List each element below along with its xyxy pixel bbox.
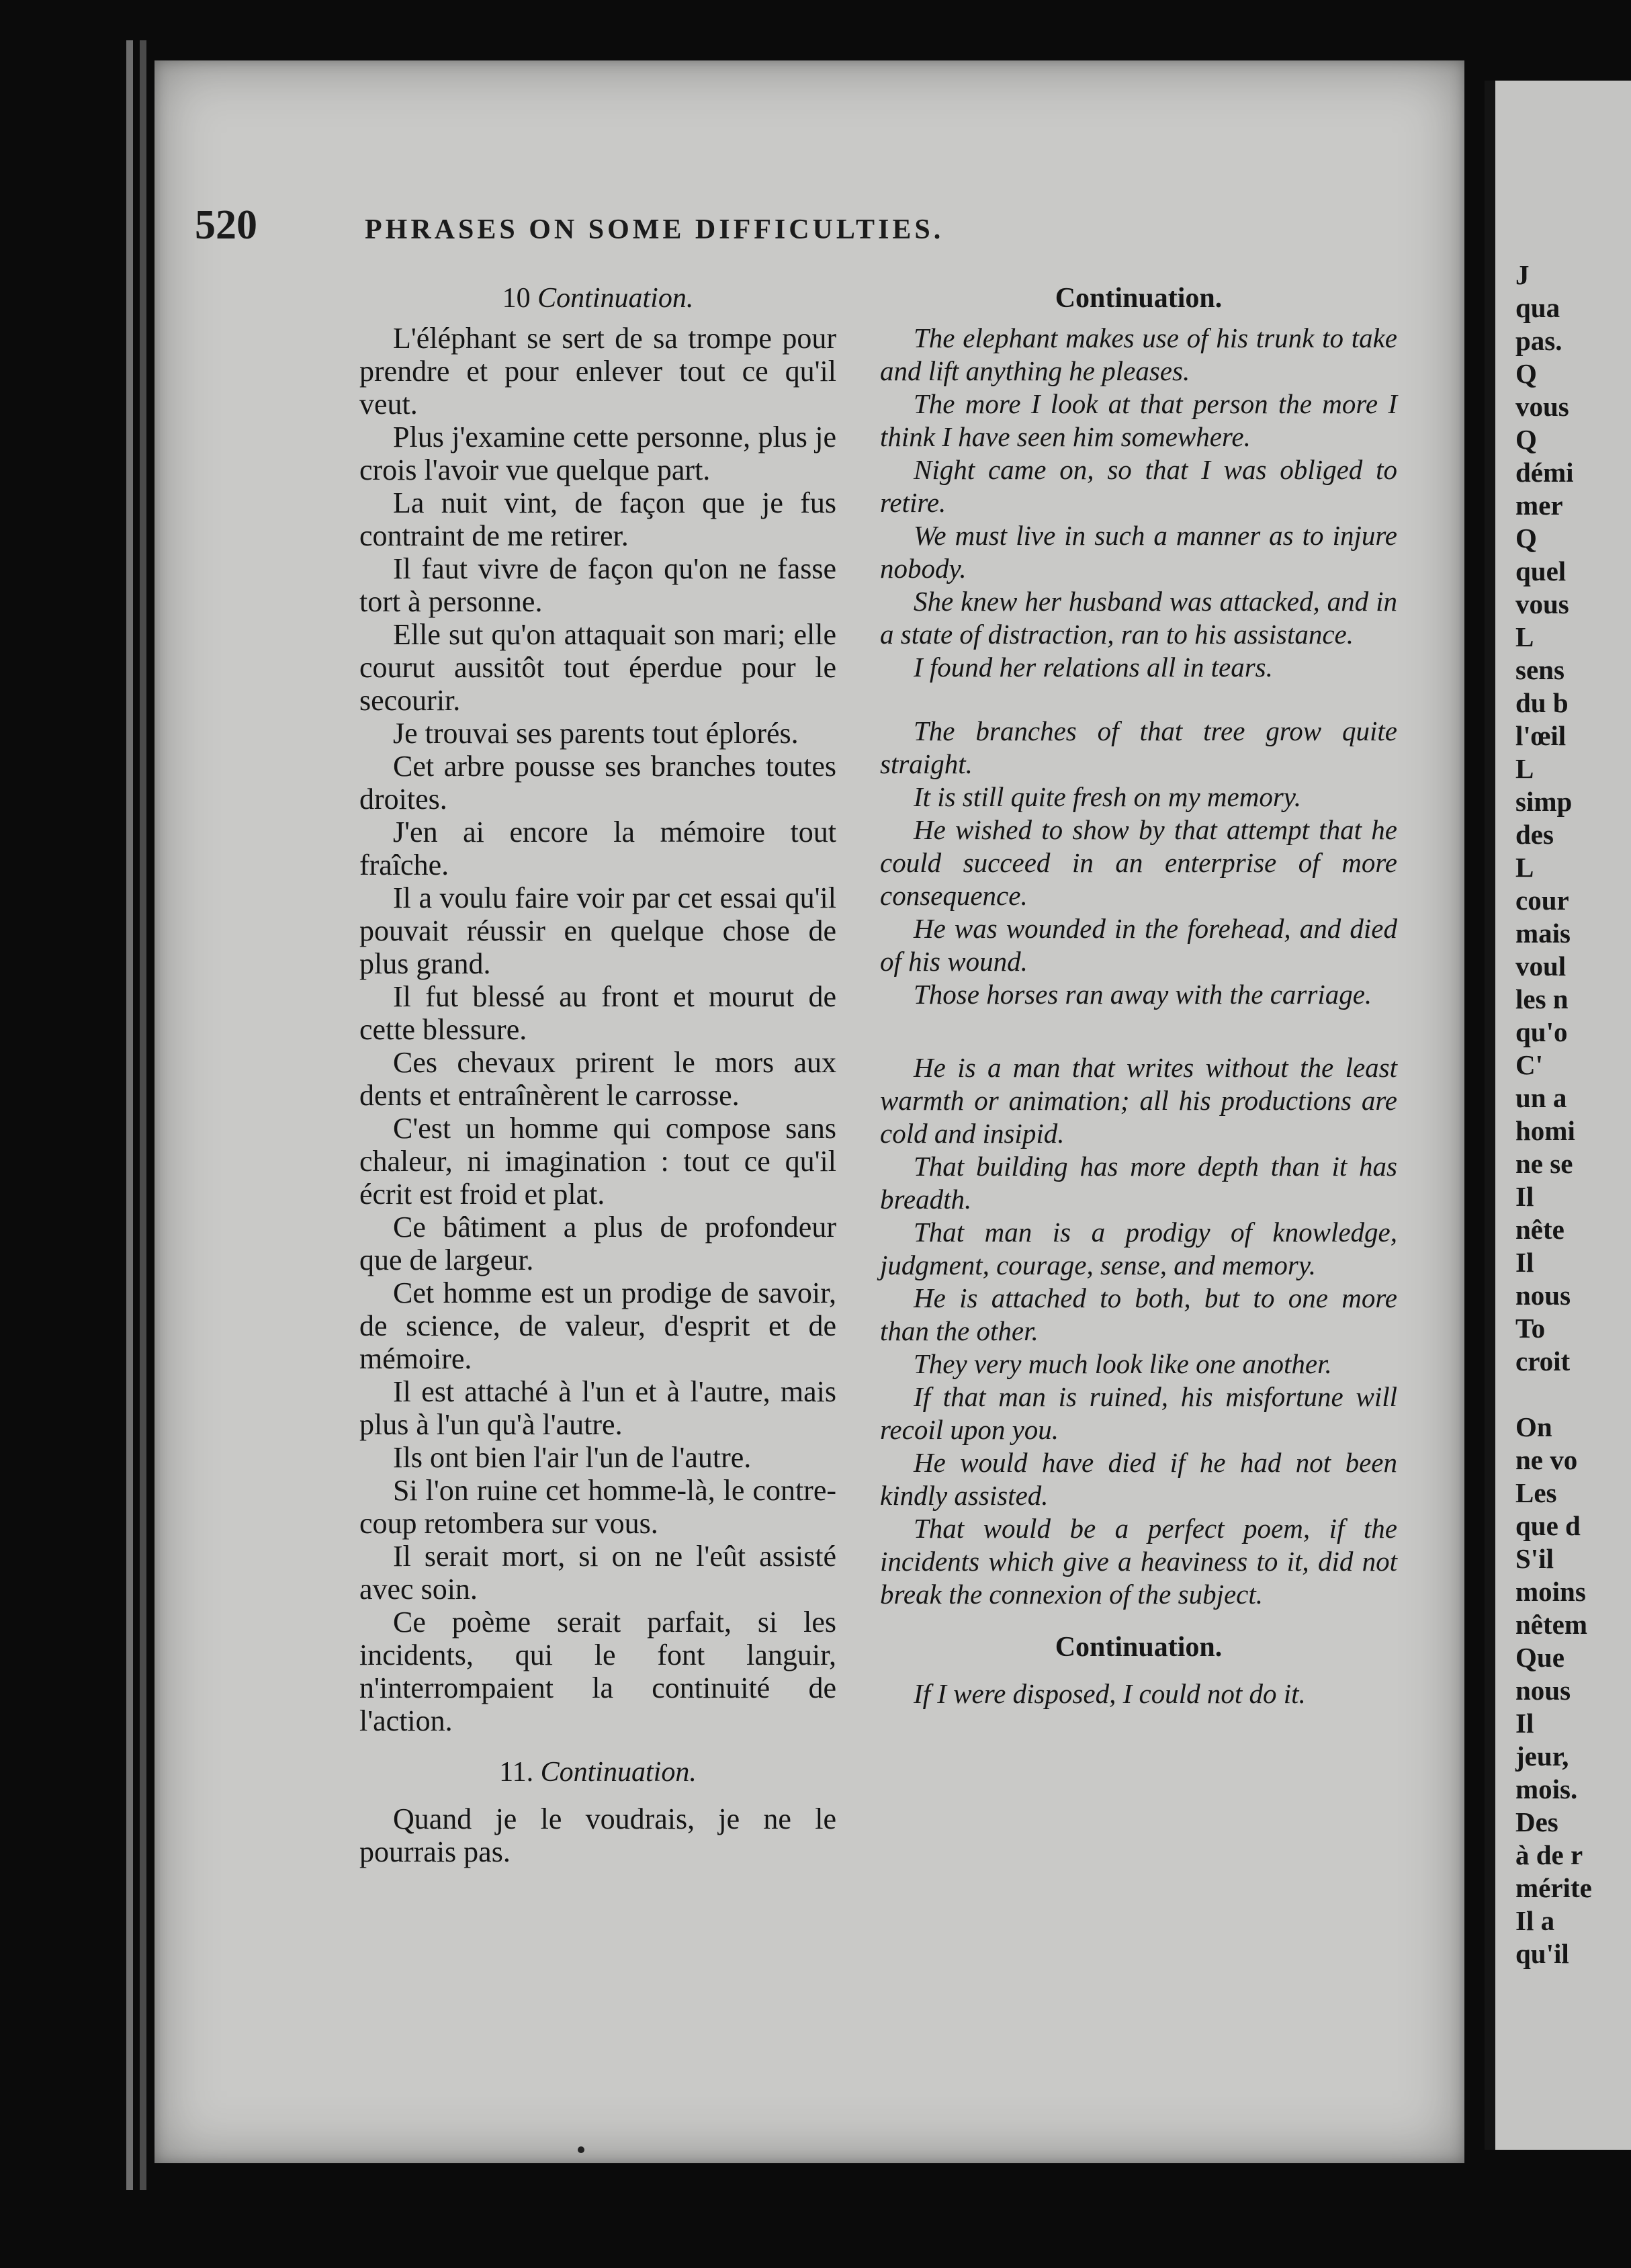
facing-page-line: les n [1515, 984, 1569, 1014]
french-entry: Plus j'examine cette personne, plus je crois l'avoir vue quelque part. [359, 421, 836, 486]
french-entry: J'en ai encore la mémoire tout fraîche. [359, 816, 836, 881]
english-entry: The more I look at that person the more I think I have seen him somewhere. [880, 388, 1397, 452]
facing-page-line: que d [1515, 1510, 1581, 1541]
english-entry: We must live in such a manner as to injure nobody. [880, 520, 1397, 584]
english-entry: She knew her husband was attacked, and in a state of distraction, ran to his assistance. [880, 586, 1397, 650]
facing-page-line: Il [1515, 1708, 1534, 1739]
english-entry: The branches of that tree grow quite straight. [880, 715, 1397, 779]
section-heading-11 [359, 1756, 836, 1789]
section-title: Continuation. [537, 283, 694, 314]
english-entry: He is attached to both, but to one more than the other. [880, 1282, 1397, 1346]
facing-page-line: démi [1515, 457, 1574, 488]
facing-page-text [1515, 259, 1592, 1970]
french-entry: La nuit vint, de façon que je fus contraint de me retirer. [359, 486, 836, 552]
facing-page-line [1515, 1378, 1592, 1411]
section-number: 11. [499, 1757, 534, 1788]
facing-page-line: L [1515, 753, 1534, 784]
facing-page-line: L [1515, 852, 1534, 883]
facing-page-line: mois. [1515, 1774, 1578, 1804]
french-entry: Cet arbre pousse ses branches toutes droites. [359, 750, 836, 816]
book-edge-left [126, 40, 133, 2190]
english-entry: He was wounded in the forehead, and died of his wound. [880, 913, 1397, 977]
english-entry: That would be a perfect poem, if the incidents which give a heaviness to it, did not break the connexion of the subject. [880, 1513, 1397, 1610]
french-entry: Cet homme est un prodige de savoir, de science, de valeur, d'esprit et de mémoire. [359, 1276, 836, 1375]
facing-page-line: Des [1515, 1806, 1558, 1837]
facing-page-line: vous [1515, 588, 1569, 619]
facing-page-line: nêtem [1515, 1609, 1588, 1640]
section-number: 10 [502, 283, 531, 314]
english-entry: He would have died if he had not been kindly assisted. [880, 1447, 1397, 1511]
french-entry: Si l'on ruine cet homme-là, le contre-coup retombera sur vous. [359, 1474, 836, 1540]
facing-page-line: Q [1515, 424, 1537, 455]
book-edge-left-inner [140, 40, 146, 2190]
french-entry: Il serait mort, si on ne l'eût assisté avec soin. [359, 1540, 836, 1606]
facing-page-line: J [1515, 259, 1530, 290]
facing-page-line: To [1515, 1313, 1546, 1344]
facing-page-line: qu'o [1515, 1016, 1568, 1047]
facing-page-line: qu'il [1515, 1938, 1569, 1969]
facing-page-line: moins [1515, 1576, 1586, 1607]
facing-page-line: homi [1515, 1115, 1575, 1146]
section-heading-10 [359, 282, 836, 315]
french-entry: Ils ont bien l'air l'un de l'autre. [393, 1441, 752, 1474]
english-entry: Night came on, so that I was obliged to retire. [880, 454, 1397, 518]
section-title: Continuation. [540, 1757, 697, 1788]
english-entry: If that man is ruined, his misfortune will recoil upon you. [880, 1381, 1397, 1445]
running-head: PHRASES ON SOME DIFFICULTIES. [365, 214, 944, 245]
facing-page-line: voul [1515, 951, 1567, 982]
facing-page-line: un a [1515, 1082, 1567, 1113]
english-entry: He is a man that writes without the least warmth or animation; all his productions are cold and insipid. [880, 1052, 1397, 1149]
facing-page-line: Q [1515, 358, 1537, 389]
facing-page-line: ne se [1515, 1148, 1573, 1179]
english-entry: He wished to show by that attempt that he could succeed in an enterprise of more consequence. [880, 814, 1397, 911]
facing-page-line: croit [1515, 1346, 1571, 1377]
facing-page-line: Les [1515, 1477, 1557, 1508]
facing-page-line: l'œil [1515, 720, 1567, 751]
facing-page-line: S'il [1515, 1543, 1554, 1574]
english-column [880, 282, 1397, 1710]
facing-page-line: du b [1515, 687, 1569, 718]
spacer [880, 684, 1397, 715]
french-entry: Ce poème serait parfait, si les incidents, qui le font languir, n'interrompaient la continuité de l'action. [359, 1606, 836, 1737]
french-entry: Il fut blessé au front et mourut de cette blessure. [359, 980, 836, 1046]
facing-page-line: nous [1515, 1675, 1571, 1706]
english-entry: The elephant makes use of his trunk to take and lift anything he pleases. [880, 322, 1397, 386]
facing-page-line: quel [1515, 556, 1567, 586]
french-entry: Il faut vivre de façon qu'on ne fasse tort à personne. [359, 552, 836, 618]
facing-page-line: L [1515, 621, 1534, 652]
facing-page-line: Q [1515, 523, 1537, 554]
facing-page-line: Que [1515, 1642, 1564, 1673]
french-entry: Je trouvai ses parents tout éplorés. [393, 717, 799, 750]
facing-page-line: sens [1515, 654, 1564, 685]
page-number: 520 [195, 202, 257, 248]
english-entry: I found her relations all in tears. [914, 652, 1273, 683]
facing-page-line: mer [1515, 490, 1563, 521]
section-heading-continuation: Continuation. [1055, 283, 1223, 314]
french-entry: Il est attaché à l'un et à l'autre, mais plus à l'un qu'à l'autre. [359, 1375, 836, 1441]
facing-page-line: à de r [1515, 1839, 1583, 1870]
spacer [880, 1011, 1397, 1051]
english-entry: That building has more depth than it has breadth. [880, 1151, 1397, 1215]
facing-page-line: Il a [1515, 1905, 1555, 1936]
facing-page-line: vous [1515, 391, 1569, 422]
french-entry: Ce bâtiment a plus de profondeur que de largeur. [359, 1211, 836, 1276]
english-entry: It is still quite fresh on my memory. [914, 781, 1301, 812]
french-entry: Ces chevaux prirent le mors aux dents et entraînèrent le carrosse. [359, 1046, 836, 1112]
facing-page-line: pas. [1515, 325, 1562, 356]
french-entry: C'est un homme qui compose sans chaleur, ni imagination : tout ce qu'il écrit est froid et plat. [359, 1112, 836, 1211]
facing-page-line: cour [1515, 885, 1569, 916]
facing-page-line: nous [1515, 1280, 1571, 1311]
facing-page-line: ne vo [1515, 1444, 1578, 1475]
facing-page [1485, 81, 1631, 2150]
english-entry: They very much look like one another. [914, 1348, 1332, 1379]
english-entry: If I were disposed, I could not do it. [914, 1678, 1306, 1709]
english-entry: Those horses ran away with the carriage. [914, 979, 1372, 1010]
facing-page-line: des [1515, 819, 1554, 850]
facing-page-line: On [1515, 1411, 1552, 1442]
french-entry: Quand je le voudrais, je ne le pourrais pas. [359, 1802, 836, 1868]
section-heading-continuation-2: Continuation. [1055, 1632, 1223, 1663]
french-entry: Elle sut qu'on attaquait son mari; elle courut aussitôt tout éperdue pour le secourir. [359, 618, 836, 717]
facing-page-line: mais [1515, 918, 1571, 949]
facing-page-line: C' [1515, 1049, 1543, 1080]
facing-page-line: simp [1515, 786, 1573, 817]
facing-page-line: Il [1515, 1247, 1534, 1278]
english-entry: That man is a prodigy of knowledge, judgment, courage, sense, and memory. [880, 1217, 1397, 1280]
facing-page-line: jeur, [1515, 1741, 1569, 1772]
facing-page-line: Il [1515, 1181, 1534, 1212]
page-header [195, 202, 1202, 249]
ink-speck [578, 2146, 584, 2153]
facing-page-line: nête [1515, 1214, 1564, 1245]
french-entry: L'éléphant se sert de sa trompe pour prendre et pour enlever tout ce qu'il veut. [359, 322, 836, 421]
facing-page-line: qua [1515, 292, 1560, 323]
french-entry: Il a voulu faire voir par cet essai qu'il pouvait réussir en quelque chose de plus grand. [359, 881, 836, 980]
facing-page-line: mérite [1515, 1872, 1592, 1903]
french-column [359, 282, 836, 1868]
